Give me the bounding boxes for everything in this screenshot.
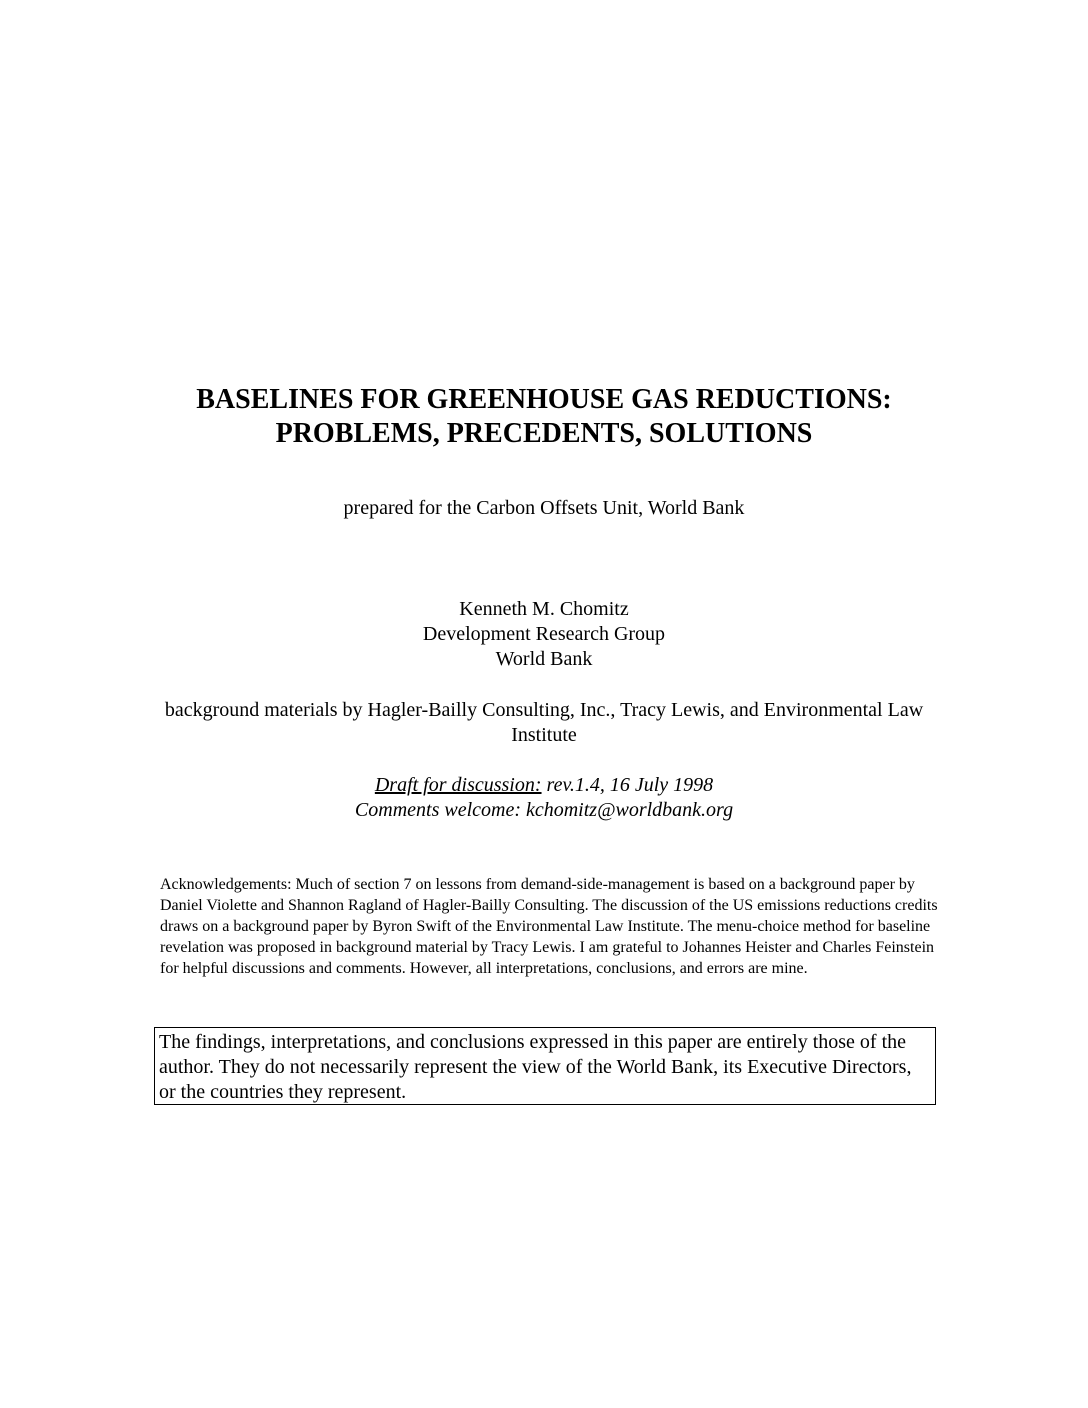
title-line-1: BASELINES FOR GREENHOUSE GAS REDUCTIONS: [196, 384, 892, 415]
acknowledgements-paragraph: Acknowledgements: Much of section 7 on lessons from demand-side-management is based on a background paper by Daniel Violette and Shannon Ragland of Hagler-Bailly Consulting. The discussion of the US emissions reductions credits draws on a background paper by Byron Swift of the Environmental Law Institute. The menu-choice method for baseline revelation was proposed in background material by Tracy Lewis. I am grateful to Johannes Heister and Charles Feinstein for helpful discussions and comments. However, all interpretations, conclusions, and errors are mine. [160, 876, 938, 977]
draft-revision: rev.1.4, 16 July 1998 [541, 774, 714, 796]
draft-label: Draft for discussion: [374, 774, 542, 796]
author-name: Kenneth M. Chomitz [459, 598, 629, 620]
title-line-2: PROBLEMS, PRECEDENTS, SOLUTIONS [275, 418, 813, 449]
prepared-for-line: prepared for the Carbon Offsets Unit, World Bank [343, 497, 745, 519]
author-group: Development Research Group [422, 623, 666, 645]
author-block [0, 597, 1088, 672]
document-title [0, 383, 1088, 451]
comments-line: Comments welcome: kchomitz@worldbank.org [354, 799, 734, 821]
author-organization: World Bank [495, 648, 593, 670]
draft-notice [0, 773, 1088, 823]
disclaimer-box: The findings, interpretations, and conclusions expressed in this paper are entirely those of the author. They do not necessarily represent the view of the World Bank, its Executive Directors, or the countries they represent. [154, 1027, 936, 1105]
draft-status-line [0, 773, 1088, 798]
background-materials-credit: background materials by Hagler-Bailly Consulting, Inc., Tracy Lewis, and Environmental Law Institute [164, 699, 924, 746]
